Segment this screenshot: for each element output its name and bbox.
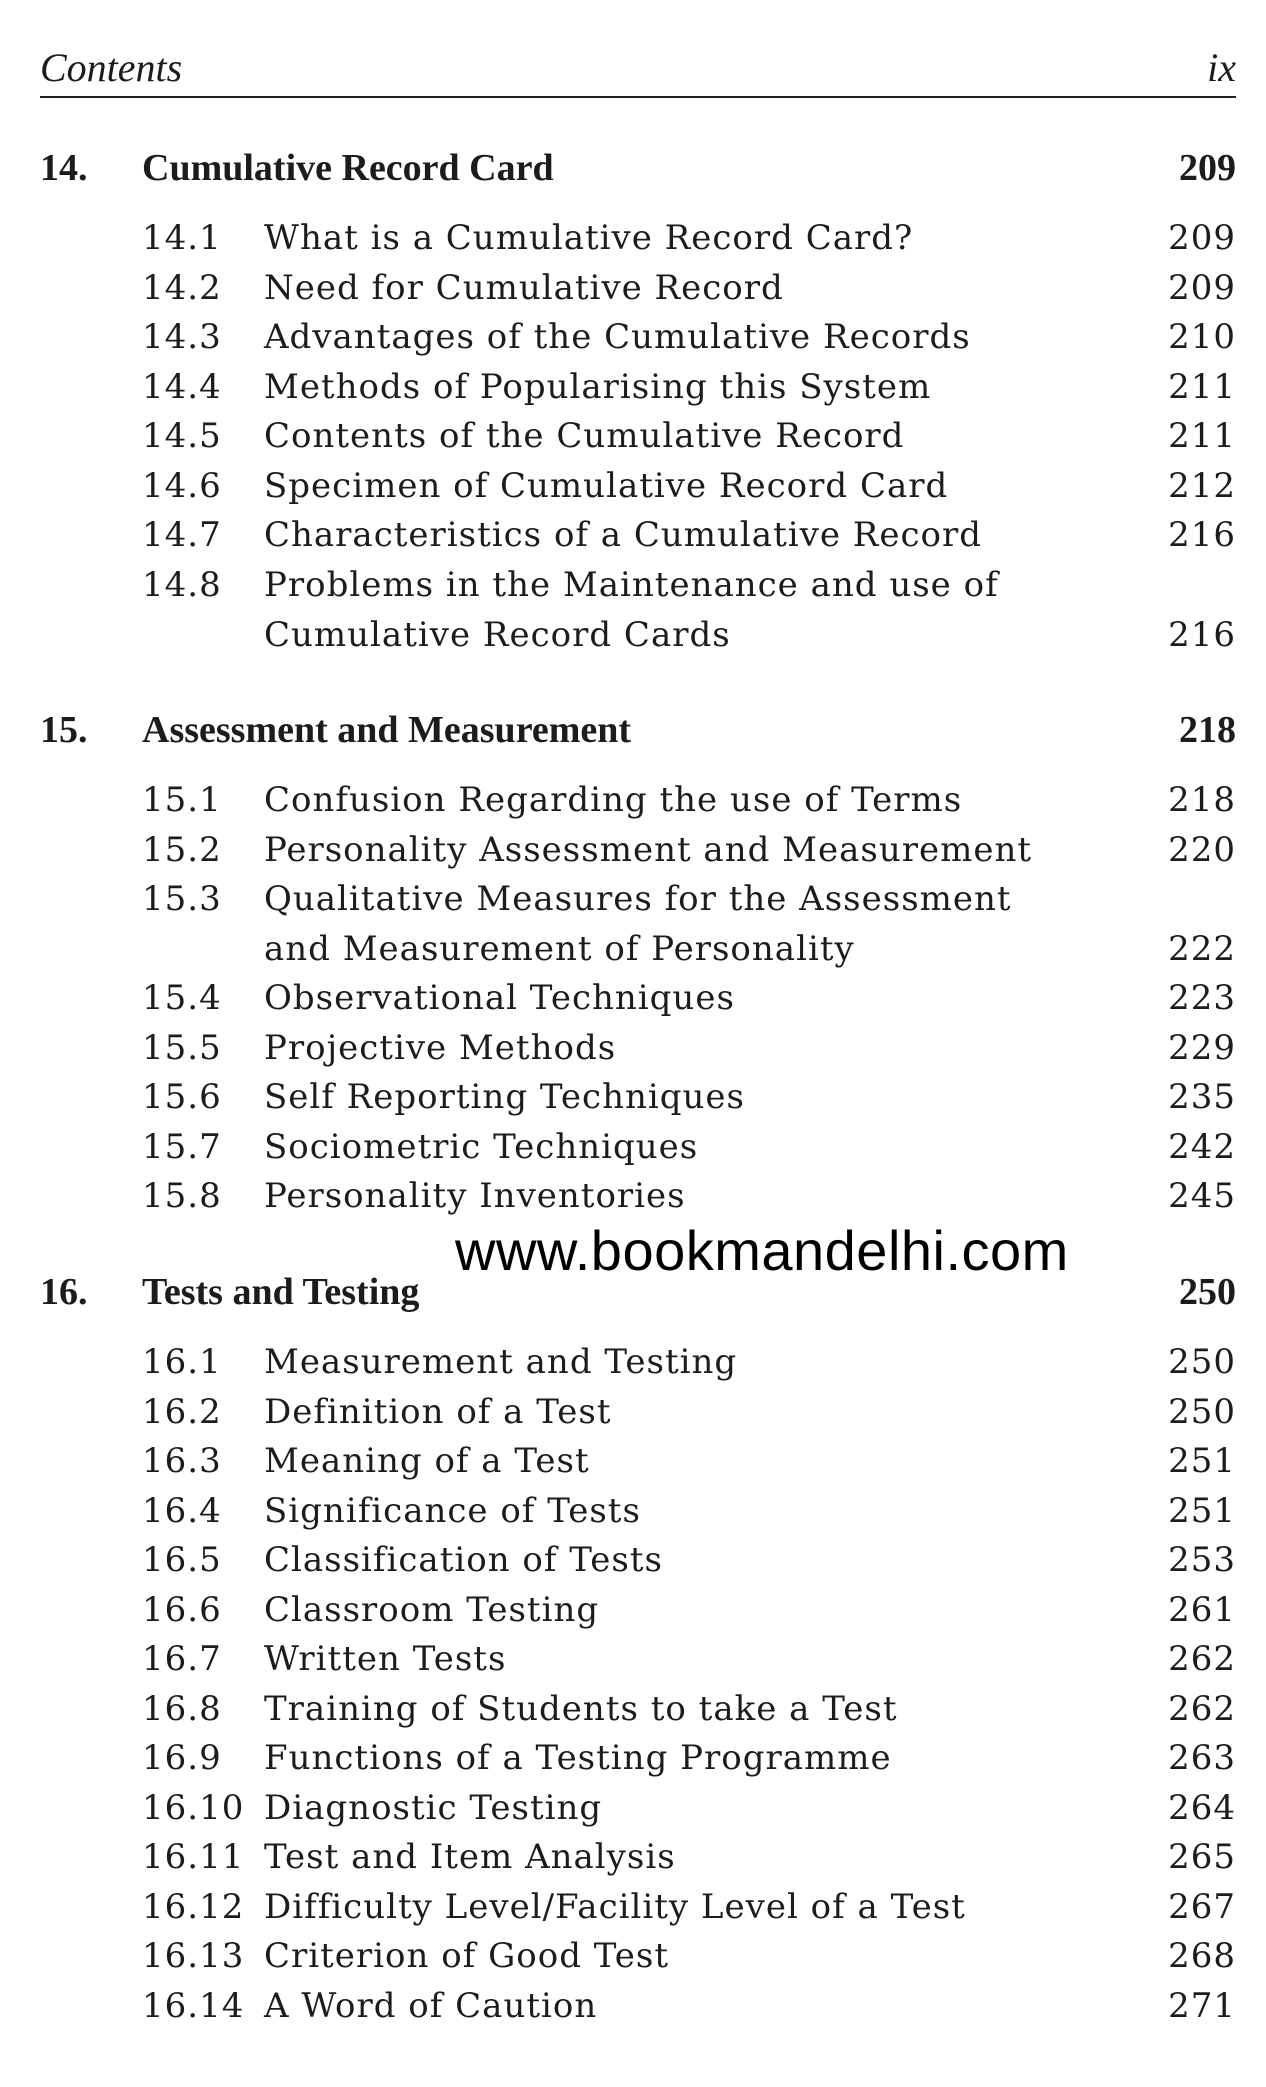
entry-page: 222 [1168,929,1236,969]
entry-title [264,1832,1084,1882]
entry-page: 268 [1168,1936,1236,1976]
entry-page: 250 [1168,1391,1236,1432]
entry-number: 16.12 [142,1886,245,1927]
entry-title [264,312,1084,362]
entry-title [264,1023,1084,1073]
toc-entry [40,1535,1236,1585]
entry-title-line: Projective Methods [264,1027,617,1068]
entry-page: 218 [1168,780,1236,820]
entry-title [264,1733,1084,1783]
entry-title-line: Sociometric Techniques [264,1126,699,1167]
watermark-url: www.bookmandelhi.com [455,1219,1069,1282]
entry-title [264,1072,1084,1122]
entry-title [264,1436,1084,1486]
chapter-heading [40,140,1236,196]
entry-page: 245 [1168,1176,1236,1216]
entry-title-line: Contents of the Cumulative Record [264,416,905,456]
toc-entry [40,1486,1236,1536]
toc-entry [40,1122,1236,1172]
entry-page: 211 [1168,416,1236,456]
entry-page: 262 [1168,1688,1236,1729]
toc-entry [40,1585,1236,1635]
entry-page: 220 [1168,829,1236,870]
entry-page: 223 [1168,978,1236,1018]
entry-title [264,1634,1084,1684]
entry-title-line: Written Tests [264,1639,507,1679]
entry-number: 15.4 [142,978,222,1018]
entry-title [264,973,1084,1023]
entry-number: 14.1 [142,218,222,258]
entry-title [264,213,1084,263]
entry-page: 229 [1168,1027,1236,1068]
entry-page: 253 [1168,1540,1236,1580]
entry-page: 251 [1168,1441,1236,1481]
entry-title-line: Problems in the Maintenance and use of [264,564,999,605]
entry-page: 264 [1168,1787,1236,1828]
toc-entry [40,1436,1236,1486]
running-head-title: Contents [40,45,183,90]
entry-number: 16.11 [142,1837,245,1877]
entry-title-line: Need for Cumulative Record [264,267,784,308]
entry-title [264,1931,1084,1981]
toc-entry [40,1931,1236,1981]
entry-title [264,1387,1084,1437]
toc-entry [40,1023,1236,1073]
toc-entry [40,1634,1236,1684]
entry-title-line: Confusion Regarding the use of Terms [264,780,963,820]
entry-title-line: A Word of Caution [264,1985,598,2026]
entry-title-line: Classification of Tests [264,1540,663,1580]
entry-page: 235 [1168,1077,1236,1117]
entry-title [264,825,1084,875]
toc-entry [40,510,1236,560]
toc-entry [40,213,1236,263]
entry-page: 271 [1168,1985,1236,2026]
chapter-heading [40,702,1236,758]
entry-page: 250 [1168,1342,1236,1382]
page-number: ix [1207,45,1236,90]
entry-number: 15.2 [142,829,222,870]
chapter-page: 250 [1179,1271,1236,1313]
entry-title-line: Definition of a Test [264,1391,612,1432]
entry-number: 15.8 [142,1176,222,1216]
chapter-number: 16. [40,1271,88,1313]
entry-page: 261 [1168,1589,1236,1630]
entry-number: 16.14 [142,1985,245,2026]
toc-entry [40,1733,1236,1783]
entry-title [264,1882,1084,1932]
entry-title [264,874,1084,974]
entry-number: 15.6 [142,1077,222,1117]
entry-title-line: Meaning of a Test [264,1441,590,1481]
entry-number: 14.4 [142,366,222,407]
entry-title [264,362,1084,412]
toc-entry [40,362,1236,412]
entry-page: 216 [1168,614,1236,655]
entry-title [264,1171,1084,1221]
entry-number: 16.13 [142,1936,245,1976]
entry-number: 16.1 [142,1342,222,1382]
chapter-number: 14. [40,147,88,189]
entry-number: 16.8 [142,1688,222,1729]
entry-page: 262 [1168,1639,1236,1679]
toc-entry [40,1981,1236,2031]
entry-number: 15.3 [142,879,222,919]
entry-page: 251 [1168,1490,1236,1531]
toc-entry [40,775,1236,825]
entry-page: 216 [1168,515,1236,555]
entry-title-line: Test and Item Analysis [264,1837,676,1877]
entry-title-line: Difficulty Level/Facility Level of a Test [264,1886,966,1927]
entry-page: 209 [1168,267,1236,308]
toc-entry [40,263,1236,313]
entry-title [264,461,1084,511]
chapter-number: 15. [40,709,88,751]
entry-title-line: Cumulative Record Cards [264,614,731,655]
toc-entry [40,560,1236,660]
toc-entry [40,973,1236,1023]
entry-title [264,1535,1084,1585]
toc-entry [40,1171,1236,1221]
entry-number: 14.6 [142,465,222,506]
entry-title [264,411,1084,461]
chapter-title: Cumulative Record Card [142,147,554,189]
entry-number: 16.10 [142,1787,245,1828]
entry-number: 16.7 [142,1639,222,1679]
toc-entry [40,461,1236,511]
entry-title-line: Significance of Tests [264,1490,641,1531]
entry-title-line: What is a Cumulative Record Card? [264,218,914,258]
toc-entry [40,1684,1236,1734]
running-head [40,40,1236,98]
entry-number: 16.6 [142,1589,222,1630]
entry-title-line: Self Reporting Techniques [264,1077,745,1117]
entry-number: 15.1 [142,780,222,820]
toc-entry [40,874,1236,974]
entry-number: 16.4 [142,1490,222,1531]
entry-title-line: Classroom Testing [264,1589,600,1630]
entry-number: 16.2 [142,1391,222,1432]
entry-number: 15.5 [142,1027,222,1068]
entry-page: 212 [1168,465,1236,506]
entry-title [264,1585,1084,1635]
toc-entry [40,1337,1236,1387]
entry-number: 14.8 [142,564,222,605]
entry-title-line: Specimen of Cumulative Record Card [264,465,949,506]
entry-number: 14.7 [142,515,222,555]
entry-title [264,560,1084,660]
entry-page: 210 [1168,317,1236,357]
entry-page: 242 [1168,1126,1236,1167]
entry-title [264,1684,1084,1734]
toc-entry [40,1387,1236,1437]
entry-title-line: Advantages of the Cumulative Records [264,317,971,357]
entry-title [264,1981,1084,2031]
entry-title-line: Criterion of Good Test [264,1936,670,1976]
toc-entry [40,1882,1236,1932]
toc-entry [40,825,1236,875]
entry-title-line: Characteristics of a Cumulative Record [264,515,982,555]
toc-entry [40,411,1236,461]
entry-number: 14.2 [142,267,222,308]
entry-title-line: Qualitative Measures for the Assessment [264,879,1012,919]
entry-page: 211 [1168,366,1236,407]
toc-entry [40,1783,1236,1833]
entry-title [264,1486,1084,1536]
entry-number: 16.3 [142,1441,222,1481]
entry-number: 14.3 [142,317,222,357]
entry-title [264,1122,1084,1172]
toc-entry [40,312,1236,362]
entry-page: 263 [1168,1738,1236,1778]
chapter-page: 218 [1179,709,1236,751]
entry-title [264,775,1084,825]
entry-title-line: Training of Students to take a Test [264,1688,898,1729]
toc-entry [40,1832,1236,1882]
entry-number: 14.5 [142,416,222,456]
entry-title-line: Personality Assessment and Measurement [264,829,1033,870]
entry-number: 16.5 [142,1540,222,1580]
entry-title [264,263,1084,313]
entry-title-line: Personality Inventories [264,1176,686,1216]
entry-number: 15.7 [142,1126,222,1167]
entry-title [264,1783,1084,1833]
chapter-title: Tests and Testing [142,1271,420,1313]
entry-page: 265 [1168,1837,1236,1877]
chapter-page: 209 [1179,147,1236,189]
entry-title-line: Observational Techniques [264,978,735,1018]
chapter-title: Assessment and Measurement [142,709,632,751]
entry-title-line: Diagnostic Testing [264,1787,603,1828]
entry-title-line: Methods of Popularising this System [264,366,932,407]
entry-title [264,510,1084,560]
entry-page: 267 [1168,1886,1236,1927]
entry-title-line: and Measurement of Personality [264,929,855,969]
entry-page: 209 [1168,218,1236,258]
entry-number: 16.9 [142,1738,222,1778]
entry-title [264,1337,1084,1387]
entry-title-line: Functions of a Testing Programme [264,1738,892,1778]
entry-title-line: Measurement and Testing [264,1342,738,1382]
toc-entry [40,1072,1236,1122]
